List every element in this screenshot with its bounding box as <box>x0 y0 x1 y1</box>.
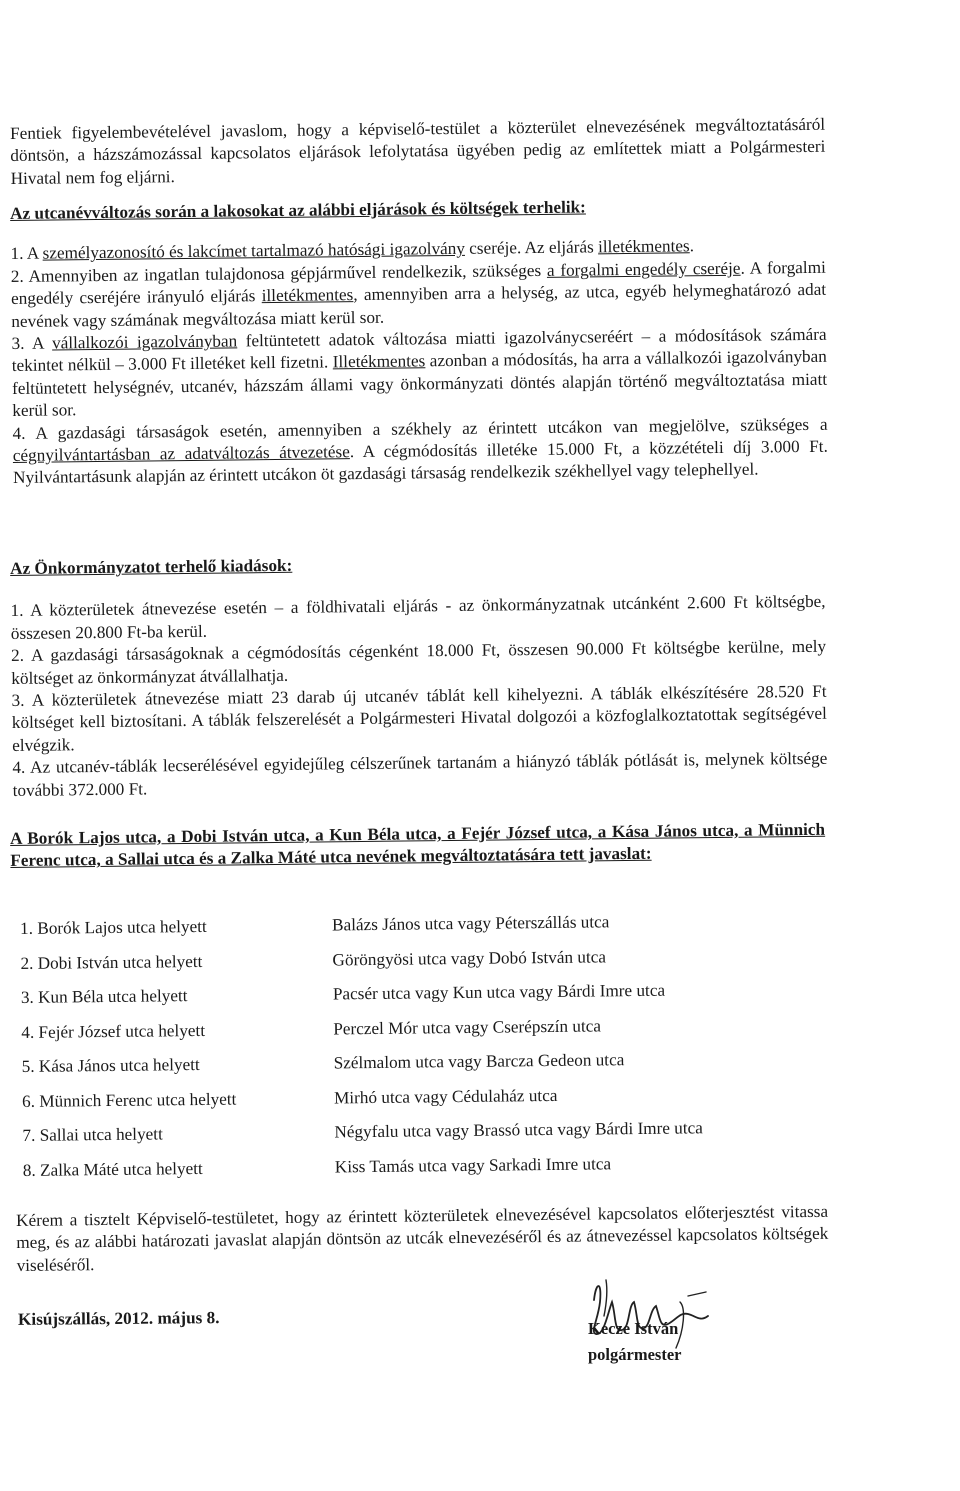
intro-block <box>10 114 826 190</box>
item-text: 1. A <box>10 244 43 264</box>
item-underlined: vállalkozói igazolványban <box>51 331 238 353</box>
street-new-name: Pacsér utca vagy Kun utca vagy Bárdi Imre utca <box>332 980 666 1004</box>
street-old-name: 2. Dobi István utca helyett <box>20 951 203 973</box>
item-text: 4. A gazdasági társaságok esetén, amennyiben a székhely az érintett utcákon van megjelölve, szükséges a <box>12 414 828 443</box>
closing-block <box>16 1201 829 1277</box>
street-old-name: 4. Fejér József utca helyett <box>21 1020 206 1042</box>
street-new-name: Négyfalu utca vagy Brassó utca vagy Bárdi Imre utca <box>334 1118 703 1142</box>
street-rename-list <box>20 909 823 1194</box>
municipality-heading: Az Önkormányzatot terhelő kiadások: <box>10 555 293 578</box>
item-text: azonban a módosítás, ha arra a vállalkozói igazolványban feltüntetett helységnév, utcanév, házszám állami vagy önkormányzati döntés alapján történő megváltoztatása miatt kerül sor. <box>11 347 828 421</box>
item-text: . A forgalmi engedély cseréjére irányuló eljárás <box>10 257 826 309</box>
section-residents <box>10 194 828 490</box>
item-text: cseréje. Az eljárás <box>464 237 599 259</box>
residents-heading: Az utcanévváltozás során a lakosokat az alábbi eljárások és költségek terhelik: <box>10 197 586 223</box>
residents-item-4 <box>12 413 828 489</box>
residents-item-2 <box>11 257 827 333</box>
item-text: 2. Amennyiben az ingatlan tulajdonosa gépjárművel rendelkezik, szükséges <box>10 260 547 286</box>
municipality-item-2: 2. A gazdasági társaságoknak a cégmódosítás cégenként 18.000 Ft, összesen 90.000 Ft költségbe kerülne, mely költséget az önkormányzat átvállalhatja. <box>11 636 827 688</box>
street-new-name: Mirhó utca vagy Cédulaház utca <box>333 1085 558 1107</box>
signer-title: polgármester <box>588 1345 682 1364</box>
municipality-item-4: 4. Az utcanév-táblák lecserélésével egyidejűleg célszerűnek tartanám a hiányzó táblák pótlását is, melynek költsége további 372.000 Ft. <box>12 748 828 800</box>
street-old-name: 6. Münnich Ferenc utca helyett <box>21 1089 237 1111</box>
municipality-item-1: 1. A közterületek átnevezése esetén – a földhivatali eljárás - az önkormányzatnak utcánként 2.600 Ft költségbe, összesen 20.800 Ft-ba kerül. <box>10 592 826 643</box>
section-proposal <box>10 819 825 873</box>
item-text: . <box>689 236 695 256</box>
municipality-item-3: 3. A közterületek átnevezése miatt 23 darab új utcanév táblát kell kihelyezni. A táblák elkészítésére 28.520 Ft költséget kell biztosítani. A táblák felszerelését a Polgármesteri Hivatal dolgozói a közfoglalkoztatottak segítségével elvégzik. <box>11 681 827 755</box>
item-text: 3. A <box>11 333 53 354</box>
street-old-name: 5. Kása János utca helyett <box>21 1054 200 1076</box>
item-underlined: cégnyilvántartásban az adatváltozás átvezetése <box>12 442 350 466</box>
signer-name: Kecze István <box>588 1319 679 1338</box>
intro-paragraph: Fentiek figyelembevételével javaslom, hogy a képviselő-testület a közterület elnevezésének megváltoztatásáról döntsön, a házszámozással kapcsolatos eljárások lefolytatása ügyében pedig az említettek miatt a Polgármesteri Hivatal nem fog eljárni. <box>10 114 826 188</box>
street-old-name: 7. Sallai utca helyett <box>22 1124 163 1145</box>
section-municipality <box>10 549 828 802</box>
street-new-name: Perczel Mór utca vagy Cserépszín utca <box>333 1015 602 1038</box>
item-underlined: a forgalmi engedély cseréje <box>546 258 741 280</box>
item-text: feltüntetett adatok változása miatti igazolványcseréért – a módosítások számára tekintet nélkül – 3.000 Ft illetéket kell fizetni. <box>11 324 827 376</box>
residents-item-3 <box>11 324 827 423</box>
street-new-name: Kiss Tamás utca vagy Sarkadi Imre utca <box>334 1153 612 1176</box>
street-old-name: 3. Kun Béla utca helyett <box>20 986 188 1007</box>
closing-paragraph: Kérem a tisztelt Képviselő-testületet, hogy az érintett közterületek elnevezésével kapcsolatos előterjesztést vitassa meg, és az alábbi határozati javaslat alapján döntsön az utcák elnevezéséről és az átnevezéssel kapcsolatos költségek viseléséről. <box>16 1201 829 1275</box>
item-text: , amennyiben arra a helység, az utca, egyéb helymeghatározó adat nevének vagy számának megváltozása miatt kerül sor. <box>11 279 827 331</box>
item-underlined: illetékmentes <box>261 285 354 306</box>
item-underlined: illetékmentes <box>597 236 690 257</box>
place-date: Kisújszállás, 2012. május 8. <box>17 1308 220 1329</box>
item-text: . A cégmódosítás illetéke 15.000 Ft, a közzétételi díj 3.000 Ft. Nyilvántartásunk alapján az érintett utcákon öt gazdasági társaság rendelkezik székhellyel vagy telephellyel. <box>13 436 828 488</box>
street-new-name: Szélmalom utca vagy Barcza Gedeon utca <box>333 1050 625 1073</box>
street-old-name: 8. Zalka Máté utca helyett <box>22 1158 203 1180</box>
item-underlined: Illetékmentes <box>332 351 426 372</box>
street-old-name: 1. Borók Lajos utca helyett <box>20 916 207 938</box>
item-underlined: személyazonosító és lakcímet tartalmazó hatósági igazolvány <box>42 239 466 264</box>
street-new-name: Balázs János utca vagy Péterszállás utca <box>331 912 610 935</box>
street-new-name: Göröngyösi utca vagy Dobó István utca <box>332 946 607 969</box>
proposal-heading: A Borók Lajos utca, a Dobi István utca, a Kun Béla utca, a Fejér József utca, a Kása János utca, a Münnich Ferenc utca, a Sallai utca és a Zalka Máté utca nevének megváltoztatására tett javaslat: <box>10 819 826 871</box>
